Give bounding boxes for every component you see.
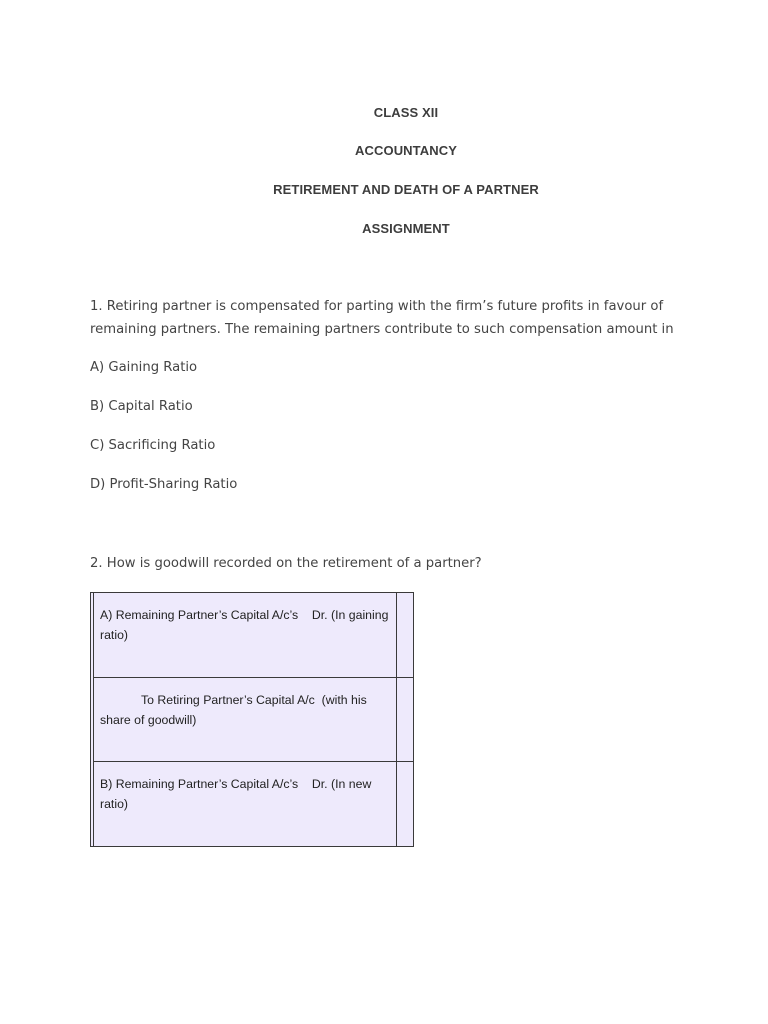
table-cell-text: A) Remaining Partner’s Capital A/c’s Dr. (In gaining ratio)	[100, 608, 392, 642]
assignment-heading: ASSIGNMENT	[362, 221, 450, 236]
class-heading: CLASS XII	[373, 105, 439, 120]
question-1-option-c: C) Sacrificing Ratio	[90, 438, 216, 453]
question-2-text: 2. How is goodwill recorded on the retirement of a partner?	[90, 556, 482, 571]
cell-divider	[396, 678, 397, 762]
question-1-option-a: A) Gaining Ratio	[90, 360, 198, 375]
subject-heading: ACCOUNTANCY	[355, 143, 457, 158]
question-1-text: 1. Retiring partner is compensated for parting with the firm’s future profits in favour of remaining partners. The remaining partners contribute to such compensation amount in	[90, 299, 674, 337]
question-1-option-d: D) Profit-Sharing Ratio	[90, 477, 238, 492]
journal-entry-table	[90, 592, 414, 847]
cell-divider	[396, 593, 397, 677]
cell-divider	[93, 762, 94, 846]
cell-divider	[93, 593, 94, 677]
question-1-option-b: B) Capital Ratio	[90, 399, 193, 414]
table-row	[91, 678, 413, 762]
table-cell-text: B) Remaining Partner’s Capital A/c’s Dr. (In new ratio)	[100, 777, 375, 811]
cell-divider	[93, 678, 94, 762]
table-row	[91, 593, 413, 677]
topic-heading: RETIREMENT AND DEATH OF A PARTNER	[273, 182, 539, 197]
table-row	[91, 762, 413, 846]
cell-divider	[396, 762, 397, 846]
table-cell-text: To Retiring Partner’s Capital A/c (with his share of goodwill)	[100, 693, 371, 727]
